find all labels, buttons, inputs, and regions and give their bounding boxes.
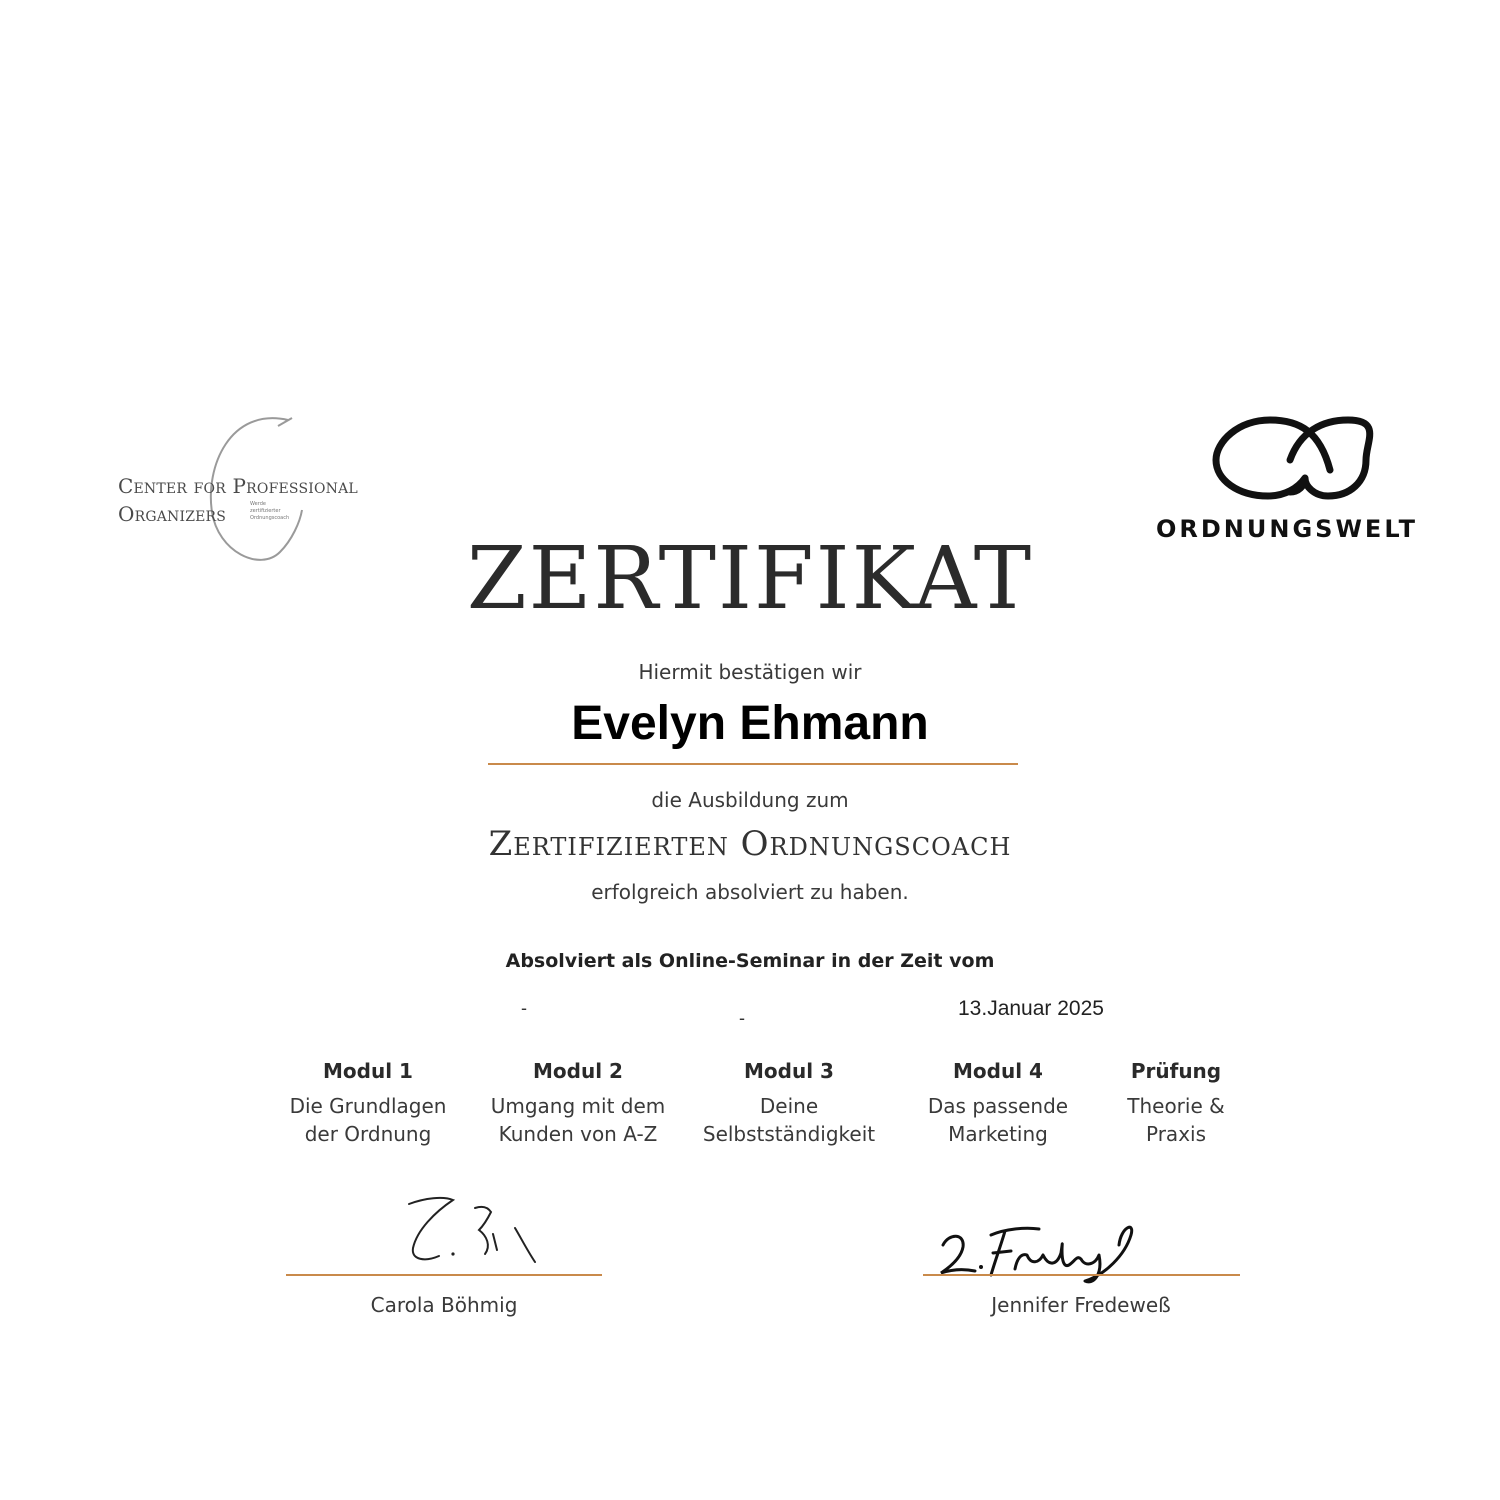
module-heading: Modul 3 [744,1059,834,1083]
signer-right-name: Jennifer Fredeweß [991,1293,1171,1317]
module-heading: Modul 4 [953,1059,1043,1083]
module-line1: Umgang mit dem [490,1094,666,1118]
cpo-tagline-2: zertifizierter [250,508,281,514]
certificate-title: ZERTIFIKAT [466,529,1034,629]
module-line1: Theorie & [1127,1094,1225,1118]
signature-line-right [923,1274,1240,1276]
module-line2: Marketing [948,1122,1048,1146]
course-title: Zertifizierten Ordnungscoach [488,824,1012,864]
completed-text: erfolgreich absolviert zu haben. [591,880,909,904]
cpo-logo-line1: Center for Professional [118,474,358,498]
module-line2: der Ordnung [304,1122,432,1146]
module-line1: Deine [759,1094,819,1118]
cpo-tagline-1: Werde [250,501,266,507]
module-line2: Kunden von A-Z [498,1122,658,1146]
cpo-tagline-3: Ordnungscoach [250,515,290,521]
ordnungswelt-wordmark: ORDNUNGSWELT [1156,515,1419,543]
module-heading: Modul 1 [323,1059,413,1083]
module-line1: Das passende [927,1094,1069,1118]
signature-line-left [286,1274,602,1276]
module-exam [1066,1058,1286,1148]
date-dash-start: - [521,998,527,1018]
module-line2: Praxis [1146,1122,1206,1146]
training-text: die Ausbildung zum [651,788,849,812]
recipient-underline [488,763,1018,765]
module-heading: Prüfung [1130,1059,1222,1083]
module-line1: Die Grundlagen [289,1094,447,1118]
module-3 [679,1058,899,1148]
date-dash-middle: - [739,1008,745,1028]
module-2 [468,1058,688,1148]
signature-right-icon [935,1215,1145,1290]
cpo-logo-line2: Organizers [118,502,227,526]
module-line2: Selbstständigkeit [702,1122,876,1146]
signer-left-name: Carola Böhmig [370,1293,518,1317]
module-1 [258,1058,478,1148]
confirm-text: Hiermit bestätigen wir [638,660,862,684]
signature-left-icon [395,1190,545,1270]
ordnungswelt-infinity-icon [1150,412,1440,512]
seminar-text: Absolviert als Online-Seminar in der Zeit vom [505,950,995,972]
recipient-name: Evelyn Ehmann [571,697,929,750]
end-date: 13.Januar 2025 [958,997,1104,1020]
module-heading: Modul 2 [533,1059,623,1083]
